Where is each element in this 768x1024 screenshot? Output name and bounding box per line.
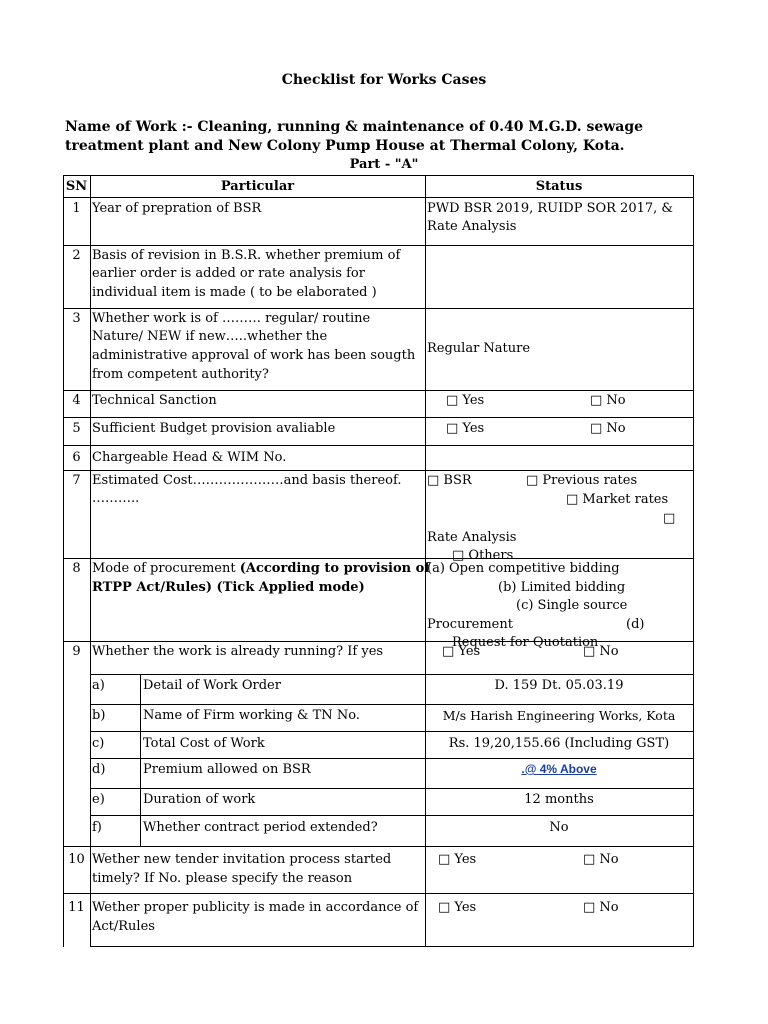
row-3-particular-line4: from competent authority? [92,367,269,382]
row-7-market-rates-checkbox[interactable]: □ Market rates [566,492,669,507]
row-3-sn: 3 [72,311,81,326]
row-6-sn: 6 [72,450,81,465]
row-9-sn: 9 [72,644,81,659]
row-11-sn: 11 [68,900,85,915]
part-label: Part - "A" [349,157,419,172]
row-10-particular-line2: timely? If No. please specify the reason [92,871,353,886]
row-3-particular-line2: Nature/ NEW if new…..whether the [92,329,328,344]
row-7-particular-line2: ……….. [92,491,140,506]
row-4-particular: Technical Sanction [92,393,217,408]
row-1-sn: 1 [72,201,81,216]
row-9b-key: b) [92,708,106,723]
row-2-particular-line2: earlier order is added or rate analysis for [92,266,365,281]
row-9-particular: Whether the work is already running? If yes [92,644,384,659]
row-9d-value-link[interactable]: .@ 4% Above [521,762,597,776]
row-9e-label: Duration of work [143,792,256,807]
row-9e-value: 12 months [524,792,594,807]
row-8-single-source[interactable]: (c) Single source [516,598,628,613]
row-9d-key: d) [92,762,106,777]
row-8-open-bidding[interactable]: (a) Open competitive bidding [427,561,620,576]
row-9a-key: a) [92,678,105,693]
row-10-particular-line1: Wether new tender invitation process started [92,852,392,867]
row-8-d-option[interactable]: (d) [626,617,645,632]
row-2-particular-line3: individual item is made ( to be elaborated ) [92,285,377,300]
row-9e-key: e) [92,792,105,807]
row-9b-value: M/s Harish Engineering Works, Kota [442,708,676,723]
row-3-particular-line3: administrative approval of work has been sougth [92,348,416,363]
row-2-particular-line1: Basis of revision in B.S.R. whether premium of [92,248,401,263]
row-5-yes-checkbox[interactable]: □ Yes [446,421,485,436]
row-11-particular-line2: Act/Rules [92,919,155,934]
row-8-limited-bidding[interactable]: (b) Limited bidding [498,580,626,595]
row-11-particular-line1: Wether proper publicity is made in accordance of [92,900,419,915]
row-10-yes-checkbox[interactable]: □ Yes [438,852,477,867]
row-9a-value: D. 159 Dt. 05.03.19 [494,678,624,693]
row-5-sn: 5 [72,421,81,436]
row-9c-key: c) [92,736,105,751]
row-7-rate-analysis-label: Rate Analysis [427,530,517,545]
row-3-particular-line1: Whether work is of ……… regular/ routine [92,311,371,326]
name-of-work: Name of Work :- Cleaning, running & maintenance of 0.40 M.G.D. sewage treatment plant and New Colony Pump House at Thermal Colony, Kota. [65,119,644,154]
row-8-procurement: Procurement [427,617,513,632]
row-8-particular-b: (According to provision of [239,561,430,576]
row-1-status-line2: Rate Analysis [427,219,517,234]
row-9d-value-cell [425,760,693,777]
row-8-status-cell [426,559,693,650]
row-8-particular-line2: RTPP Act/Rules) (Tick Applied mode) [92,580,365,595]
row-1-status-line1: PWD BSR 2019, RUIDP SOR 2017, & [427,201,673,216]
row-9f-label: Whether contract period extended? [143,820,378,835]
row-8-request-quotation[interactable]: Request for Quotation [452,635,599,650]
row-8-particular-line1 [92,560,430,579]
row-5-particular: Sufficient Budget provision avaliable [92,421,336,436]
row-9f-value: No [549,820,569,835]
row-9a-label: Detail of Work Order [143,678,281,693]
row-4-sn: 4 [72,393,81,408]
row-9f-key: f) [92,820,102,835]
row-7-bsr-checkbox[interactable]: □ BSR [427,473,472,488]
row-2-sn: 2 [72,248,81,263]
header-particular: Particular [220,179,295,194]
row-6-particular: Chargeable Head & WIM No. [92,450,287,465]
row-7-status-cell [426,471,693,563]
row-7-rate-analysis-checkbox[interactable]: □ [663,511,676,526]
row-3-status: Regular Nature [427,341,531,356]
row-10-sn: 10 [68,852,85,867]
row-1-particular: Year of prepration of BSR [92,201,262,216]
row-9b-label: Name of Firm working & TN No. [143,708,360,723]
row-7-sn: 7 [72,473,81,488]
row-7-previous-rates-checkbox[interactable]: □ Previous rates [526,473,638,488]
row-8-particular-a: Mode of procurement [92,561,240,576]
row-5-no-checkbox[interactable]: □ No [590,421,626,436]
row-4-yes-checkbox[interactable]: □ Yes [446,393,485,408]
row-4-no-checkbox[interactable]: □ No [590,393,626,408]
row-7-particular-line1: Estimated Cost…………………and basis thereof. [92,473,402,488]
row-11-yes-checkbox[interactable]: □ Yes [438,900,477,915]
row-9-no-checkbox[interactable]: □ No [583,644,619,659]
row-9-yes-checkbox[interactable]: □ Yes [442,644,481,659]
row-11-no-checkbox[interactable]: □ No [583,900,619,915]
row-9c-label: Total Cost of Work [143,736,265,751]
row-10-no-checkbox[interactable]: □ No [583,852,619,867]
row-7-others-checkbox[interactable]: □ Others [452,548,514,563]
header-sn: SN [65,179,88,194]
row-9d-label: Premium allowed on BSR [143,762,311,777]
header-status: Status [535,179,583,194]
row-9c-value: Rs. 19,20,155.66 (Including GST) [448,736,670,751]
page-title: Checklist for Works Cases [281,72,487,88]
row-8-sn: 8 [72,561,81,576]
